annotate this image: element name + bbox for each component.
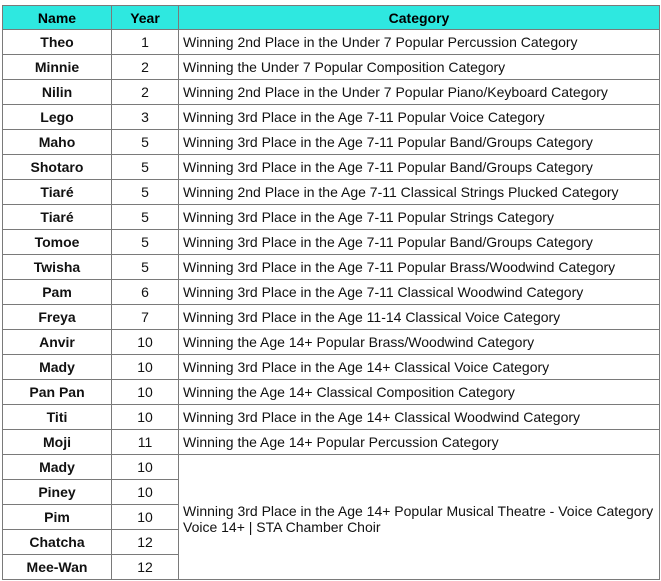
cell-category: Winning 3rd Place in the Age 7-11 Popular Brass/Woodwind Category xyxy=(179,255,660,280)
table-row xyxy=(3,380,660,405)
cell-year: 10 xyxy=(112,355,179,380)
cell-name: Tomoe xyxy=(3,230,112,255)
table-row xyxy=(3,405,660,430)
cell-name: Chatcha xyxy=(3,530,112,555)
table-row xyxy=(3,430,660,455)
cell-category: Winning 3rd Place in the Age 14+ Classical Voice Category xyxy=(179,355,660,380)
cell-year: 12 xyxy=(112,530,179,555)
cell-year: 5 xyxy=(112,180,179,205)
cell-year: 7 xyxy=(112,305,179,330)
cell-name: Shotaro xyxy=(3,155,112,180)
cell-category: Winning 3rd Place in the Age 7-11 Popular Band/Groups Category xyxy=(179,130,660,155)
cell-name: Nilin xyxy=(3,80,112,105)
table-row xyxy=(3,280,660,305)
cell-category: Winning 2nd Place in the Under 7 Popular Piano/Keyboard Category xyxy=(179,80,660,105)
table-row xyxy=(3,30,660,55)
cell-name: Tiaré xyxy=(3,180,112,205)
header-name: Name xyxy=(3,6,112,30)
cell-year: 2 xyxy=(112,80,179,105)
cell-year: 10 xyxy=(112,380,179,405)
cell-category: Winning 3rd Place in the Age 14+ Classical Woodwind Category xyxy=(179,405,660,430)
cell-year: 5 xyxy=(112,230,179,255)
cell-category: Winning the Age 14+ Classical Composition Category xyxy=(179,380,660,405)
table-header xyxy=(3,6,660,30)
cell-name: Moji xyxy=(3,430,112,455)
table-row xyxy=(3,105,660,130)
table-row xyxy=(3,455,660,480)
table-row xyxy=(3,130,660,155)
cell-name: Mee-Wan xyxy=(3,555,112,580)
cell-year: 6 xyxy=(112,280,179,305)
cell-name: Theo xyxy=(3,30,112,55)
table-row xyxy=(3,355,660,380)
cell-category: Winning the Age 14+ Popular Brass/Woodwind Category xyxy=(179,330,660,355)
cell-category: Winning the Under 7 Popular Composition Category xyxy=(179,55,660,80)
cell-year: 10 xyxy=(112,405,179,430)
table-row xyxy=(3,305,660,330)
cell-year: 12 xyxy=(112,555,179,580)
cell-name: Mady xyxy=(3,355,112,380)
cell-name: Titi xyxy=(3,405,112,430)
awards-table xyxy=(2,5,660,580)
cell-year: 5 xyxy=(112,130,179,155)
cell-year: 5 xyxy=(112,155,179,180)
cell-category: Winning 3rd Place in the Age 7-11 Classical Woodwind Category xyxy=(179,280,660,305)
cell-name: Tiaré xyxy=(3,205,112,230)
table-row xyxy=(3,180,660,205)
table-body xyxy=(3,30,660,580)
cell-name: Mady xyxy=(3,455,112,480)
table-row xyxy=(3,155,660,180)
cell-year: 10 xyxy=(112,480,179,505)
cell-year: 5 xyxy=(112,255,179,280)
cell-category: Winning 3rd Place in the Age 11-14 Classical Voice Category xyxy=(179,305,660,330)
table-row xyxy=(3,230,660,255)
cell-year: 10 xyxy=(112,505,179,530)
cell-year: 11 xyxy=(112,430,179,455)
cell-category: Winning 3rd Place in the Age 7-11 Popular Voice Category xyxy=(179,105,660,130)
cell-year: 10 xyxy=(112,330,179,355)
cell-year: 10 xyxy=(112,455,179,480)
cell-year: 5 xyxy=(112,205,179,230)
cell-name: Pan Pan xyxy=(3,380,112,405)
table-row xyxy=(3,255,660,280)
cell-name: Pam xyxy=(3,280,112,305)
cell-category: Winning the Age 14+ Popular Percussion Category xyxy=(179,430,660,455)
cell-name: Anvir xyxy=(3,330,112,355)
cell-category: Winning 3rd Place in the Age 7-11 Popular Band/Groups Category xyxy=(179,155,660,180)
cell-name: Maho xyxy=(3,130,112,155)
cell-category: Winning 2nd Place in the Age 7-11 Classical Strings Plucked Category xyxy=(179,180,660,205)
cell-name: Piney xyxy=(3,480,112,505)
cell-name: Freya xyxy=(3,305,112,330)
cell-year: 3 xyxy=(112,105,179,130)
header-year: Year xyxy=(112,6,179,30)
cell-year: 1 xyxy=(112,30,179,55)
cell-category-merged: Winning 3rd Place in the Age 14+ Popular Musical Theatre - Voice Category Voice 14+ | STA Chamber Choir xyxy=(179,455,660,580)
header-category: Category xyxy=(179,6,660,30)
table-row xyxy=(3,330,660,355)
table-row xyxy=(3,80,660,105)
cell-category: Winning 3rd Place in the Age 7-11 Popular Band/Groups Category xyxy=(179,230,660,255)
cell-name: Twisha xyxy=(3,255,112,280)
cell-name: Pim xyxy=(3,505,112,530)
header-row xyxy=(3,6,660,30)
cell-name: Lego xyxy=(3,105,112,130)
table-row xyxy=(3,55,660,80)
table-row xyxy=(3,205,660,230)
cell-year: 2 xyxy=(112,55,179,80)
cell-name: Minnie xyxy=(3,55,112,80)
cell-category: Winning 2nd Place in the Under 7 Popular Percussion Category xyxy=(179,30,660,55)
cell-category: Winning 3rd Place in the Age 7-11 Popular Strings Category xyxy=(179,205,660,230)
